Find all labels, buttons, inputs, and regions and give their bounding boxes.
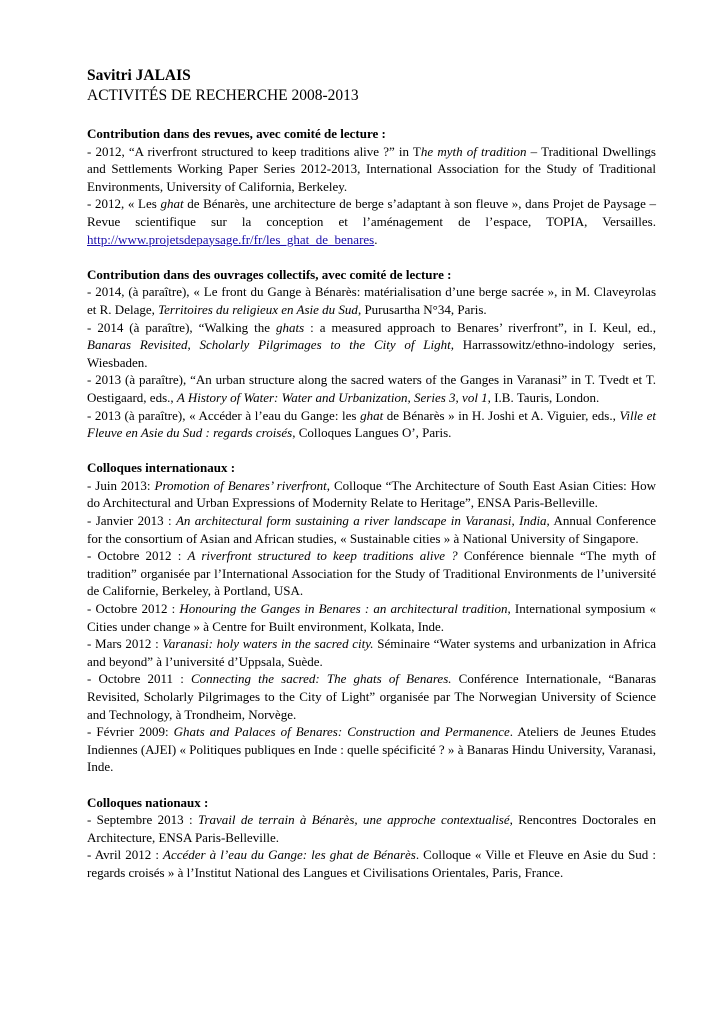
entry-text: . Colloque « Ville et Fleuve en Asie du Sud : regards croisés » à l’Institut National des Langues et Civilisations Orientales, Paris, France. [87, 847, 656, 880]
entry-text: - Janvier 2013 : [87, 513, 176, 529]
entry-text: . [374, 231, 378, 247]
entry-text: - Mars 2012 : [87, 636, 163, 652]
italic-text: Territoires du religieux en Asie du Sud [158, 301, 358, 317]
italic-text: Travail de terrain à Bénarès, une approche contextualisé, [197, 812, 513, 828]
italic-text: Ville et Fleuve en Asie du Sud : regards croisés [87, 407, 656, 441]
entry-text: , Colloques Langues O’, Paris. [292, 425, 452, 441]
page-title: ACTIVITÉS DE RECHERCHE 2008-2013 [87, 87, 359, 104]
document-page [87, 66, 656, 899]
italic-text: Honouring the Ganges in Benares : an architectural tradition [179, 601, 508, 617]
list-item [87, 670, 656, 723]
italic-text: Banaras Revisited, Scholarly Pilgrimages to the City of Light, [87, 337, 454, 353]
list-item [87, 319, 656, 372]
italic-text: A History of Water: Water and Urbanization, Series 3, vol 1, [176, 389, 491, 405]
list-item [87, 477, 656, 512]
entry-text: - Octobre 2011 : [87, 671, 192, 687]
sections-container [87, 125, 656, 882]
entry-text: Séminaire “Water systems and urbanization in Africa and beyond” à l’université d’Uppsala, Suède. [87, 636, 656, 669]
italic-text: ghat [360, 407, 384, 423]
section-heading: Contribution dans des revues, avec comité de lecture : [87, 126, 386, 141]
list-item [87, 512, 656, 547]
italic-text: Varanasi: holy waters in the sacred city. [162, 636, 374, 652]
entry-text: Conférence biennale “The myth of tradition” organisée par l’International Association for the Study of Traditional Environments de l’université de Californie, Berkeley, à Portland, USA. [87, 548, 656, 599]
list-item [87, 723, 656, 776]
section-heading: Contribution dans des ouvrages collectifs, avec comité de lecture : [87, 266, 452, 282]
section [87, 125, 656, 248]
section [87, 459, 656, 776]
entry-text: Conférence Internationale, “Banaras Revisited, Scholarly Pilgrimages to the City of Light” organisée par The Norwegian University of Science and Technology, à Trondheim, Norvège. [87, 671, 657, 722]
italic-text: Promotion of Benares’ riverfront [154, 477, 327, 493]
list-item [87, 371, 656, 406]
entry-text: - Février 2009: [87, 724, 174, 740]
entry-text: - 2013 (à paraître), “An urban structure along the sacred waters of the Ganges in Varanasi” in T. Tvedt et T. Oestigaard, eds., [87, 372, 656, 405]
list-item [87, 846, 656, 881]
entry-text: - 2014, (à paraître), « Le front du Gange à Bénarès: matérialisation d’une berge sacrée », in M. Claveyrolas et R. Delage, [87, 284, 656, 317]
entry-text: I.B. Tauris, London. [490, 389, 600, 405]
entry-text: Annual Conference for the consortium of Asian and African studies, « Sustainable cities » à National University of Singapore. [87, 513, 656, 546]
entry-text: - Juin 2013: [87, 477, 155, 493]
url-link[interactable]: http://www.projetsdepaysage.fr/fr/les_ghat_de_benares [87, 231, 375, 247]
entry-text: - Avril 2012 : [87, 847, 164, 863]
list-item [87, 635, 656, 670]
list-item [87, 600, 656, 635]
italic-text: ghat [160, 196, 184, 212]
section [87, 794, 656, 882]
author-name: Savitri JALAIS [87, 67, 191, 84]
entry-text: , International symposium « Cities under change » à Centre for Built environment, Kolkata, Inde. [87, 601, 656, 634]
list-item [87, 547, 656, 600]
entry-text: - Septembre 2013 : [87, 812, 198, 828]
entry-text: - 2013 (à paraître), « Accéder à l’eau du Gange: les [87, 407, 361, 423]
entry-text: - 2012, « Les [87, 196, 161, 212]
entry-text: , Purusartha N°34, Paris. [357, 301, 487, 317]
italic-text: he myth of tradition [420, 143, 527, 159]
entry-text: Harrassowitz/ethno-indology series, Wiesbaden. [87, 337, 656, 370]
italic-text: A riverfront structured to keep traditions alive ? [187, 548, 458, 564]
italic-text: Ghats and Palaces of Benares: Construction and Permanence [173, 724, 510, 740]
italic-text: Accéder à l’eau du Gange: les ghat de Bénarès [163, 847, 416, 863]
entry-text: , Colloque “The Architecture of South East Asian Cities: How do Architectural and Urban Expressions of Modernity Relate to Heritage”, ENSA Paris-Belleville. [87, 477, 656, 511]
italic-text: Connecting the sacred: The ghats of Benares. [191, 671, 452, 687]
list-item [87, 811, 656, 846]
list-item [87, 407, 656, 442]
entry-text: de Bénarès, une architecture de berge s’adaptant à son fleuve », dans Projet de Paysage – Revue scientifique sur la conception et l’aménagement de l’espace, TOPIA, Versailles. [87, 196, 657, 229]
list-item [87, 143, 656, 196]
entry-text: de Bénarès » in H. Joshi et A. Viguier, eds., [383, 407, 620, 423]
entry-text: : a measured approach to Benares’ riverfront”, in I. Keul, ed., [304, 319, 656, 335]
entry-text: . Ateliers de Jeunes Etudes Indiennes (AJEI) « Politiques publiques en Inde : quelle spécificité ? » à Banaras Hindu University, Varanasi, Inde. [87, 724, 656, 775]
italic-text: ghats [276, 319, 305, 335]
section-heading: Colloques nationaux : [87, 794, 209, 810]
entry-text: Rencontres Doctorales en Architecture, ENSA Paris-Belleville. [87, 812, 656, 845]
list-item [87, 195, 656, 248]
entry-text: – Traditional Dwellings and Settlements Working Paper Series 2012-2013, International Association for the Study of Traditional Environments, University of California, Berkeley. [87, 143, 656, 194]
section [87, 266, 656, 442]
section-heading: Colloques internationaux : [87, 460, 236, 476]
list-item [87, 283, 656, 318]
entry-text: - Octobre 2012 : [87, 548, 188, 564]
entry-text: - Octobre 2012 : [87, 601, 180, 617]
entry-text: - 2012, “A riverfront structured to keep traditions alive ?” in T [87, 143, 421, 159]
entry-text: - 2014 (à paraître), “Walking the [87, 319, 276, 335]
italic-text: An architectural form sustaining a river landscape in Varanasi, India, [175, 513, 550, 529]
